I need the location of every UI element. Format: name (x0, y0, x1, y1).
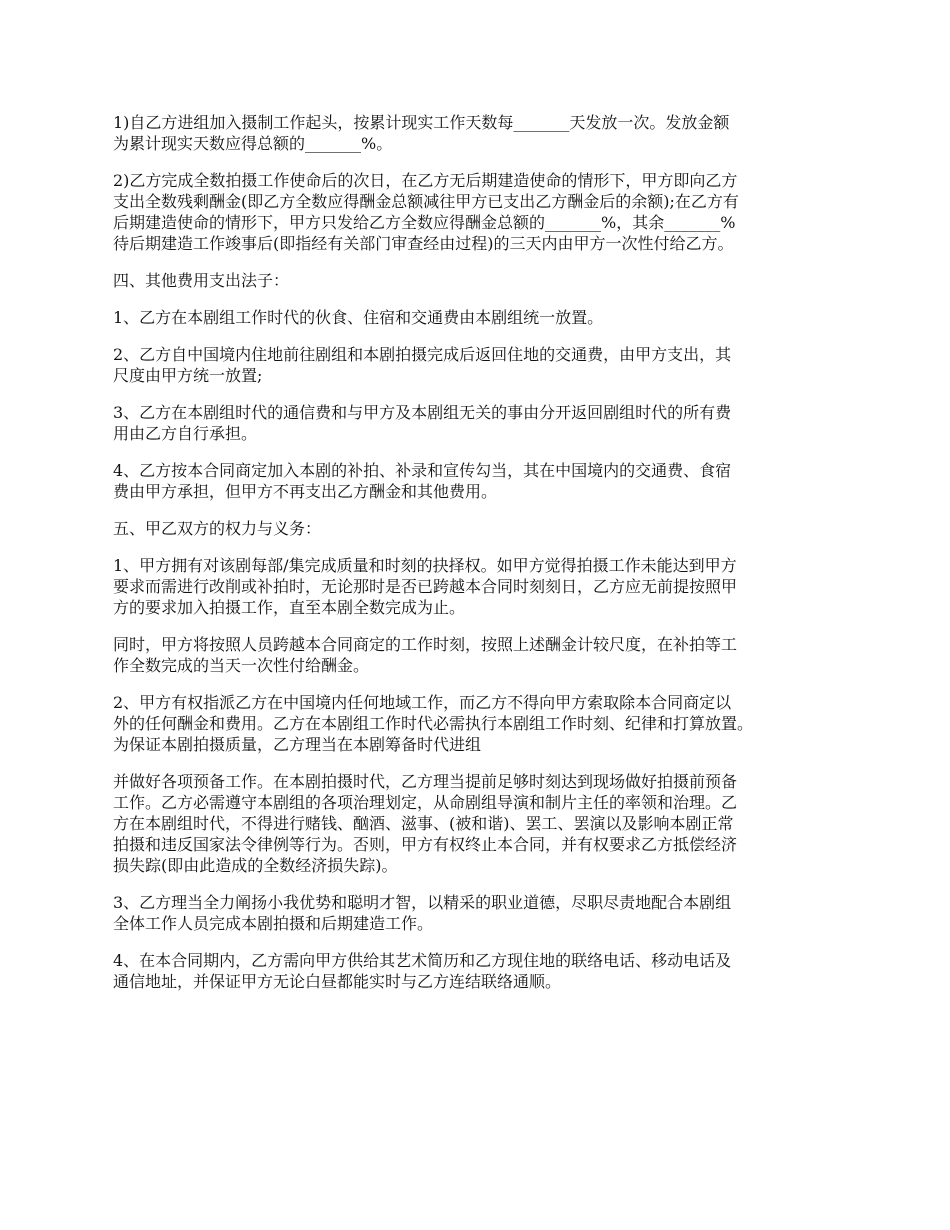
text-line: 并做好各项预备工作。在本剧拍摄时代，乙方理当提前足够时刻达到现场做好拍摄前预备 (113, 772, 738, 791)
paragraph (113, 170, 838, 254)
text-line: 拍摄和违反国家法令律例等行为。否则，甲方有权终止本合同，并有权要求乙方抵偿经济 (113, 835, 738, 854)
text-line: 费由甲方承担，但甲方不再支出乙方酬金和其他费用。 (113, 482, 498, 501)
paragraph (113, 692, 838, 755)
text-line: 工作。乙方必需遵守本剧组的各项治理划定，从命剧组导演和制片主任的率领和治理。乙 (113, 793, 738, 812)
text-line: 2、甲方有权指派乙方在中国境内任何地域工作，而乙方不得向甲方索取除本合同商定以 (113, 693, 732, 712)
text-line: 后期建造使命的情形下，甲方只发给乙方全数应得酬金总额的_______%，其余_______% (113, 213, 736, 232)
paragraph (113, 634, 838, 676)
paragraph (113, 518, 838, 539)
text-line: 待后期建造工作竣事后(即指经有关部门审查经由过程)的三天内由甲方一次性付给乙方。 (113, 234, 734, 253)
document-body (113, 112, 838, 992)
text-line: 外的任何酬金和费用。乙方在本剧组工作时代必需执行本剧组工作时刻、纪律和打算放置。 (113, 714, 754, 733)
text-line: 四、其他费用支出法子： (113, 271, 290, 290)
paragraph (113, 460, 838, 502)
paragraph (113, 555, 838, 618)
text-line: 1)自乙方进组加入摄制工作起头，按累计现实工作天数每_______天发放一次。发放金额 (113, 113, 730, 132)
text-line: 4、乙方按本合同商定加入本剧的补拍、补录和宣传勾当，其在中国境内的交通费、食宿 (113, 461, 732, 480)
text-line: 作全数完成的当天一次性付给酬金。 (113, 656, 370, 675)
text-line: 3、乙方在本剧组时代的通信费和与甲方及本剧组无关的事由分开返回剧组时代的所有费 (113, 403, 732, 422)
paragraph (113, 307, 838, 328)
paragraph (113, 344, 838, 386)
text-line: 尺度由甲方统一放置; (113, 366, 263, 385)
paragraph (113, 112, 838, 154)
text-line: 损失踪(即由此造成的全数经济损失踪)。 (113, 856, 398, 875)
text-line: 要求而需进行改削或补拍时，无论那时是否已跨越本合同时刻刻日，乙方应无前提按照甲 (113, 577, 738, 596)
paragraph (113, 950, 838, 992)
text-line: 全体工作人员完成本剧拍摄和后期建造工作。 (113, 914, 434, 933)
paragraph (113, 270, 838, 291)
text-line: 同时，甲方将按照人员跨越本合同商定的工作时刻，按照上述酬金计较尺度，在补拍等工 (113, 635, 738, 654)
text-line: 4、在本合同期内，乙方需向甲方供给其艺术简历和乙方现住地的联络电话、移动电话及 (113, 951, 732, 970)
paragraph (113, 402, 838, 444)
text-line: 方在本剧组时代，不得进行赌钱、酗酒、滋事、(被和谐)、罢工、罢演以及影响本剧正常 (113, 814, 734, 833)
text-line: 1、甲方拥有对该剧每部/集完成质量和时刻的抉择权。如甲方觉得拍摄工作未能达到甲方 (113, 556, 737, 575)
text-line: 2、乙方自中国境内住地前往剧组和本剧拍摄完成后返回住地的交通费，由甲方支出，其 (113, 345, 732, 364)
paragraph (113, 892, 838, 934)
text-line: 支出全数残剩酬金(即乙方全数应得酬金总额减往甲方已支出乙方酬金后的余额);在乙方有 (113, 192, 739, 211)
text-line: 方的要求加入拍摄工作，直至本剧全数完成为止。 (113, 598, 466, 617)
text-line: 五、甲乙双方的权力与义务： (113, 519, 322, 538)
text-line: 用由乙方自行承担。 (113, 424, 258, 443)
text-line: 为累计现实天数应得总额的_______%。 (113, 134, 393, 153)
text-line: 3、乙方理当全力阐扬小我优势和聪明才智，以精采的职业道德，尽职尽责地配合本剧组 (113, 893, 732, 912)
paragraph (113, 771, 838, 876)
text-line: 为保证本剧拍摄质量，乙方理当在本剧筹备时代进组 (113, 735, 482, 754)
text-line: 通信地址，并保证甲方无论白昼都能实时与乙方连结联络通顺。 (113, 972, 562, 991)
text-line: 1、乙方在本剧组工作时代的伙食、住宿和交通费由本剧组统一放置。 (113, 308, 604, 327)
text-line: 2)乙方完成全数拍摄工作使命后的次日，在乙方无后期建造使命的情形下，甲方即向乙方 (113, 171, 738, 190)
